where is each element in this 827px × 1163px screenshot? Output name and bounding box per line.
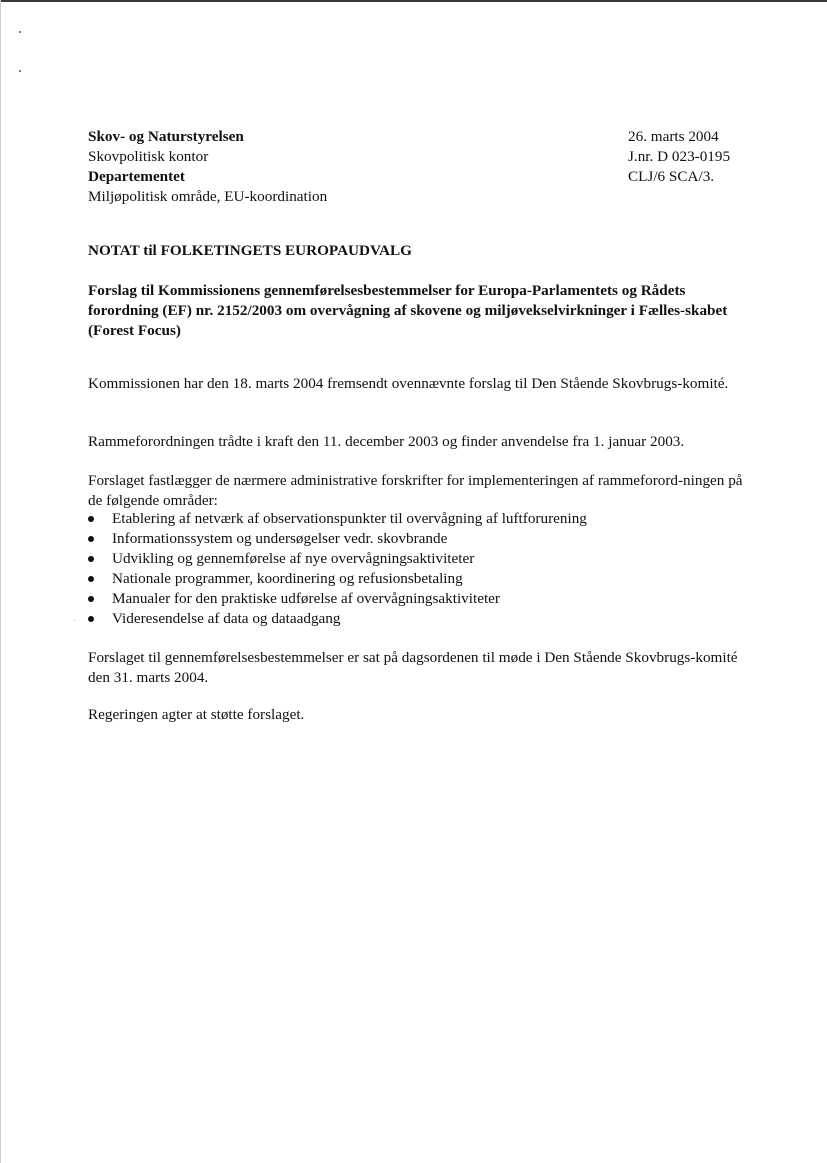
bullet-icon: [88, 536, 94, 542]
list-item: [88, 529, 587, 549]
scan-speck: [19, 70, 21, 72]
paragraph: Forslaget til gennemførelsesbestemmelser er sat på dagsordenen til møde i Den Stående Skovbrugs-komité den 31. marts 2004.: [88, 649, 738, 686]
sender-department: Departementet: [88, 168, 185, 185]
paragraph: Forslaget fastlægger de nærmere administrative forskrifter for implementeringen af rammeforord-ningen på de følgende områder:: [88, 472, 743, 509]
bullet-icon: [88, 556, 94, 562]
paragraph: Rammeforordningen trådte i kraft den 11. december 2003 og finder anvendelse fra 1. januar 2003.: [88, 433, 685, 450]
list-item: [88, 589, 587, 609]
list-item-text: Videresendelse af data og dataadgang: [112, 610, 341, 627]
scan-edge-top: [0, 0, 827, 2]
sender-organization: Skov- og Naturstyrelsen: [88, 128, 244, 145]
bullet-icon: [88, 616, 94, 622]
notat-title: NOTAT til FOLKETINGETS EUROPAUDVALG: [88, 242, 412, 259]
list-item-text: Manualer for den praktiske udførelse af overvågningsaktiviteter: [112, 590, 500, 607]
bullet-icon: [88, 596, 94, 602]
subject-heading: Forslag til Kommissionens gennemførelsesbestemmelser for Europa-Parlamentets og Rådets forordning (EF) nr. 2152/2003 om overvågning af skovene og miljøvekselvirkninger i Fælles-skabet (Forest Focus): [88, 282, 728, 339]
bullet-icon: [88, 516, 94, 522]
list-item: [88, 509, 587, 529]
list-item: [88, 549, 587, 569]
scan-speck: [19, 31, 21, 33]
list-item: [88, 609, 587, 629]
list-item: [88, 569, 587, 589]
sender-block: [88, 127, 327, 207]
paragraph: Kommissionen har den 18. marts 2004 fremsendt ovennævnte forslag til Den Stående Skovbrugs-komité.: [88, 375, 729, 392]
document-date: 26. marts 2004: [628, 128, 719, 145]
sender-office: Skovpolitisk kontor: [88, 148, 209, 165]
list-item-text: Udvikling og gennemførelse af nye overvågningsaktiviteter: [112, 550, 475, 567]
scan-edge-left: [0, 0, 1, 1163]
reference-code: CLJ/6 SCA/3.: [628, 168, 715, 185]
bullet-list: [88, 509, 587, 629]
list-item-text: Etablering af netværk af observationspunkter til overvågning af luftforurening: [112, 510, 587, 527]
scan-speck: [74, 620, 75, 621]
journal-number: J.nr. D 023-0195: [628, 148, 731, 165]
list-item-text: Informationssystem og undersøgelser vedr. skovbrande: [112, 530, 448, 547]
sender-area: Miljøpolitisk område, EU-koordination: [88, 188, 328, 205]
bullet-icon: [88, 576, 94, 582]
list-item-text: Nationale programmer, koordinering og refusionsbetaling: [112, 570, 463, 587]
reference-block: [628, 127, 730, 187]
paragraph: Regeringen agter at støtte forslaget.: [88, 706, 305, 723]
